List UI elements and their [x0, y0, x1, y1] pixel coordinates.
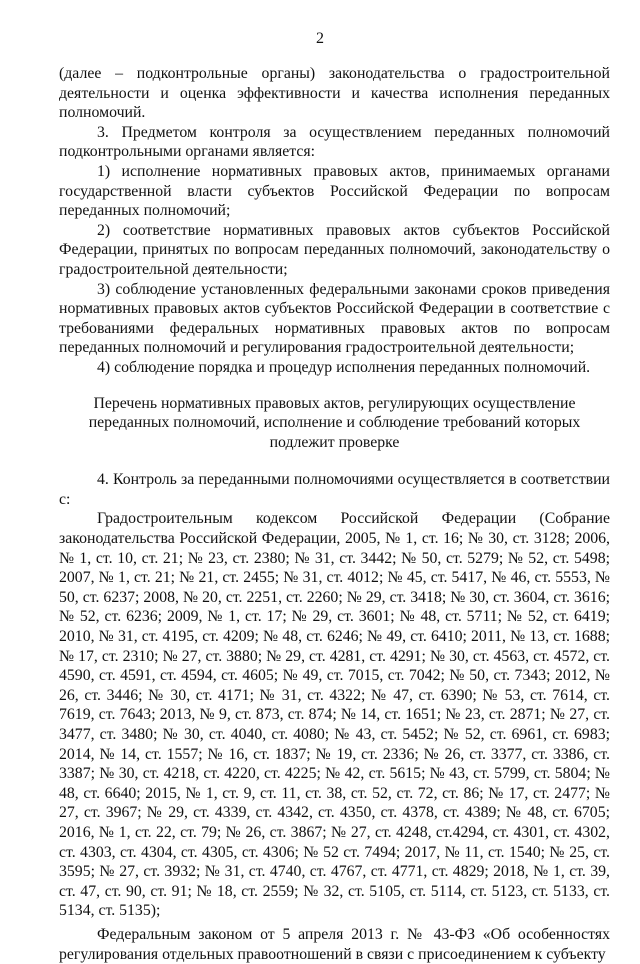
page-number: 2 — [316, 30, 324, 47]
paragraph-item-4: 4. Контроль за переданными полномочиями осуществляется в соответствии с: — [59, 471, 610, 508]
paragraph-subitem-3: 3) соблюдение установленных федеральными законами сроков приведения нормативных правовых актов субъектов Российской Федерации в соответствие с требованиями федеральных нормативных правовых актов по вопросам переданных полномочий и регулирования градостроительной деятельности; — [59, 280, 610, 357]
section-heading: Перечень нормативных правовых актов, регулирующих осуществление переданных полномочий, исполнение и соблюдение требований которых подлежит проверке — [88, 394, 581, 451]
paragraph-federal-law: Федеральным законом от 5 апреля 2013 г. № 43-ФЗ «Об особенностях регулирования отдельных правоотношений в связи с присоединением к субъекту — [59, 925, 610, 963]
paragraph-subitem-1: 1) исполнение нормативных правовых актов, принимаемых органами государственной власти субъектов Российской Федерации по вопросам переданных полномочий; — [59, 162, 610, 220]
paragraph-subitem-2: 2) соответствие нормативных правовых актов субъектов Российской Федерации, принятых по вопросам переданных полномочий, законодательству о градостроительной деятельности; — [59, 221, 610, 278]
paragraph-continuation: (далее – подконтрольные органы) законодательства о градостроительной деятельности и оценка эффективности и качества исполнения переданных полномочий. — [59, 65, 610, 122]
document-body — [59, 64, 610, 964]
paragraph-subitem-4: 4) соблюдение порядка и процедур исполнения переданных полномочий. — [97, 358, 591, 376]
paragraph-item-3: 3. Предметом контроля за осуществлением переданных полномочий подконтрольными органами является: — [59, 123, 610, 161]
paragraph-urban-code: Градостроительным кодексом Российской Федерации (Собрание законодательства Российской Федерации, 2005, № 1, ст. 16; № 30, ст. 3128; 2006, № 1, ст. 10, ст. 21; № 23, ст. 2380; № 31, ст. 3442; № 50, ст. 5279; № 52, ст. 5498; 2007, № 1, ст. 21; № 21, ст. 2455; № 31, ст. 4012; № 45, ст. 5417, № 46, ст. 5553, № 50, ст. 6237; 2008, № 20, ст. 2251, ст. 2260; № 29, ст. 3418; № 30, ст. 3604, ст. 3616; № 52, ст. 6236; 2009, № 1, ст. 17; № 29, ст. 3601; № 48, ст. 5711; № 52, ст. 6419; 2010, № 31, ст. 4195, ст. 4209; № 48, ст. 6246; № 49, ст. 6410; 2011, № 13, ст. 1688; № 17, ст. 2310; № 27, ст. 3880; № 29, ст. 4281, ст. 4291; № 30, ст. 4563, ст. 4572, ст. 4590, ст. 4591, ст. 4594, ст. 4605; № 49, ст. 7015, ст. 7042; № 50, ст. 7343; 2012, № 26, ст. 3446; № 30, ст. 4171; № 31, ст. 4322; № 47, ст. 6390; № 53, ст. 7614, ст. 7619, ст. 7643; 2013, № 9, ст. 873, ст. 874; № 14, ст. 1651; № 23, ст. 2871; № 27, ст. 3477, ст. 3480; № 30, ст. 4040, ст. 4080; № 43, ст. 5452; № 52, ст. 6961, ст. 6983; 2014, № 14, ст. 1557; № 16, ст. 1837; № 19, ст. 2336; № 26, ст. 3377, ст. 3386, ст. 3387; № 30, ст. 4218, ст. 4220, ст. 4225; № 42, ст. 5615; № 43, ст. 5799, ст. 5804; № 48, ст. 6640; 2015, № 1, ст. 9, ст. 11, ст. 38, ст. 52, ст. 72, ст. 86; № 17, ст. 2477; № 27, ст. 3967; № 29, ст. 4339, ст. 4342, ст. 4350, ст. 4378, ст. 4389; № 48, ст. 6705; 2016, № 1, ст. 22, ст. 79; № 26, ст. 3867; № 27, ст. 4248, ст.4294, ст. 4301, ст. 4302, ст. 4303, ст. 4304, ст. 4305, ст. 4306; № 52 ст. 7494; 2017, № 11, ст. 1540; № 25, ст. 3595; № 27, ст. 3932; № 31, ст. 4740, ст. 4767, ст. 4771, ст. 4829; 2018, № 1, ст. 39, ст. 47, ст. 90, ст. 91; № 18, ст. 2559; № 32, ст. 5105, ст. 5114, ст. 5123, ст. 5133, ст. 5134, ст. 5135); — [59, 510, 610, 920]
